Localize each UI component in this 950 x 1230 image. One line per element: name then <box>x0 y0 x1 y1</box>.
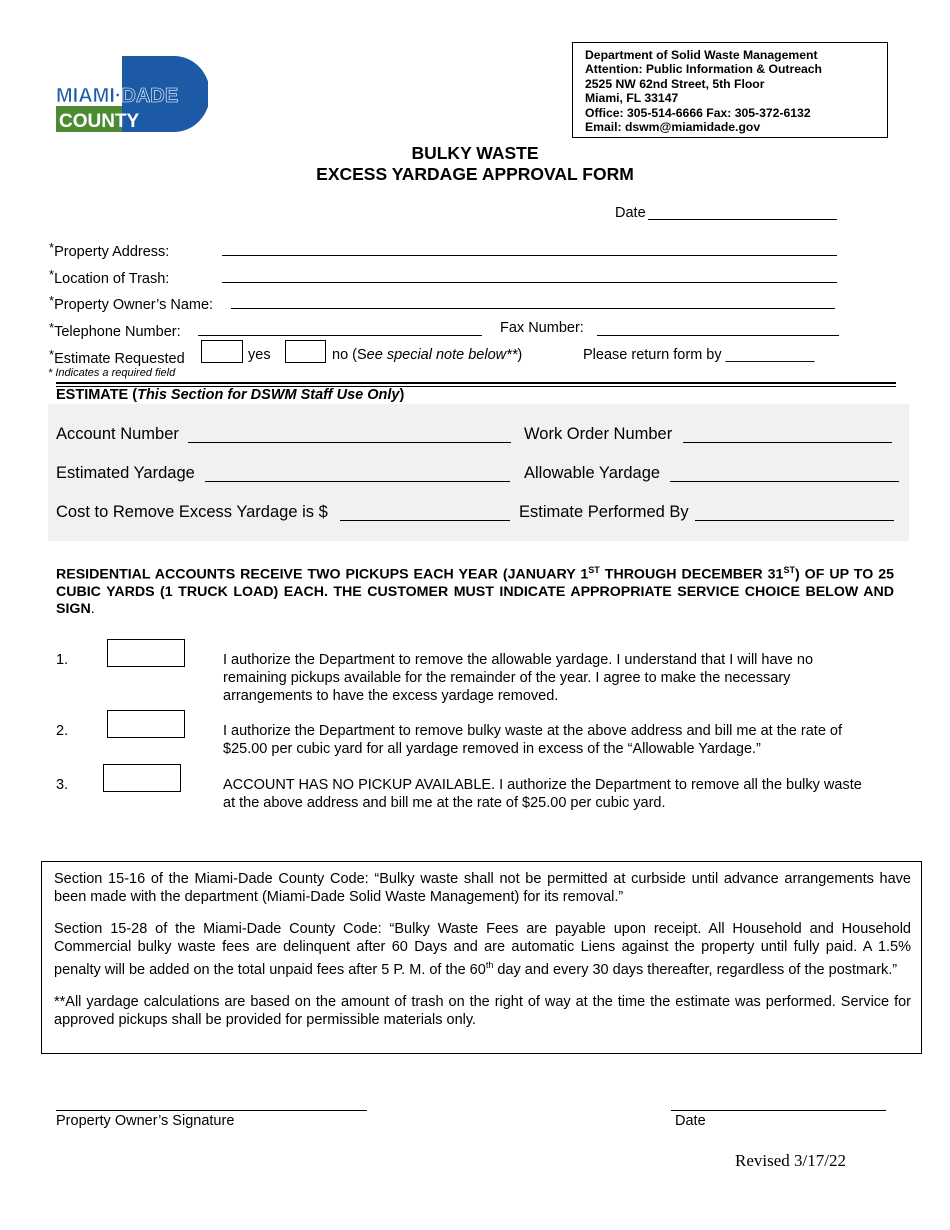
cost-excess-yardage-label: Cost to Remove Excess Yardage is $ <box>56 503 328 521</box>
residential-notice: RESIDENTIAL ACCOUNTS RECEIVE TWO PICKUPS EACH YEAR (JANUARY 1ST THROUGH DECEMBER 31ST) OF UP TO 25 CUBIC YARDS (1 TRUCK LOAD) EACH. THE CUSTOMER MUST INDICATE APPROPRIATE SERVICE CHOICE BELOW AND SIGN. <box>56 565 894 617</box>
estimated-yardage-label: Estimated Yardage <box>56 464 195 482</box>
county-code-box <box>41 861 922 1054</box>
dept-attention: Attention: Public Information & Outreach <box>585 62 822 77</box>
estimate-no-checkbox[interactable] <box>285 340 326 363</box>
option-2-number: 2. <box>56 723 69 739</box>
fax-field[interactable] <box>597 335 839 336</box>
property-address-label: *Property Address: <box>49 240 170 260</box>
option-2-checkbox[interactable] <box>107 710 185 738</box>
required-field-note: * Indicates a required field <box>48 367 176 379</box>
required-star: * <box>49 347 55 362</box>
form-title-line2: EXCESS YARDAGE APPROVAL FORM <box>316 164 634 184</box>
option-3-number: 3. <box>56 777 69 793</box>
account-number-label: Account Number <box>56 425 179 443</box>
fax-label: Fax Number: <box>500 320 584 336</box>
date-field[interactable] <box>648 219 837 220</box>
estimate-yes-checkbox[interactable] <box>201 340 243 363</box>
return-by-label: Please return form by ___________ <box>583 347 815 363</box>
option-1-number: 1. <box>56 652 69 668</box>
signature-date-label: Date <box>675 1113 706 1129</box>
required-star: * <box>49 267 55 282</box>
option-1-text: I authorize the Department to remove the allowable yardage. I understand that I will have no remaining pickups available for the remainder of the year. I agree to make the necessary arrangements to have the excess yardage removed. <box>223 652 814 704</box>
code-section-15-16: Section 15-16 of the Miami-Dade County Code: “Bulky waste shall not be permitted at curbside until advance arrangements have been made with the department (Miami-Dade Solid Waste Management) for its removal.” <box>54 871 911 905</box>
owner-signature-field[interactable] <box>56 1110 367 1111</box>
required-star: * <box>49 293 55 308</box>
work-order-number-field[interactable] <box>683 442 892 443</box>
telephone-field[interactable] <box>198 335 482 336</box>
location-of-trash-field[interactable] <box>222 282 837 283</box>
option-1-checkbox[interactable] <box>107 639 185 667</box>
location-of-trash-label: *Location of Trash: <box>49 267 170 287</box>
dept-name: Department of Solid Waste Management <box>585 48 818 62</box>
required-star: * <box>49 240 55 255</box>
dept-city: Miami, FL 33147 <box>585 91 679 106</box>
account-number-field[interactable] <box>188 442 511 443</box>
department-info-box <box>572 42 888 138</box>
dept-street: 2525 NW 62nd Street, 5th Floor <box>585 76 765 91</box>
estimate-requested-label: *Estimate Requested <box>49 347 185 367</box>
allowable-yardage-field[interactable] <box>670 481 899 482</box>
owner-signature-label: Property Owner’s Signature <box>56 1113 235 1129</box>
logo-text-county: COUNTY <box>59 111 140 132</box>
required-star: * <box>49 320 55 335</box>
form-title-line1: BULKY WASTE <box>411 143 539 163</box>
option-3-text: ACCOUNT HAS NO PICKUP AVAILABLE. I authorize the Department to remove all the bulky waste at the above address and bill me at the rate of $25.00 per cubic yard. <box>223 777 862 811</box>
estimated-yardage-field[interactable] <box>205 481 510 482</box>
estimate-yes-label: yes <box>248 347 271 363</box>
estimate-performed-by-field[interactable] <box>695 520 894 521</box>
logo-text-miami-dade: MIAMI·DADE <box>56 85 179 107</box>
estimate-no-label: no (See special note below**) <box>332 347 523 363</box>
signature-date-field[interactable] <box>671 1110 886 1111</box>
date-label: Date <box>615 205 646 221</box>
code-section-15-28: Section 15-28 of the Miami-Dade County Code: “Bulky Waste Fees are payable upon receipt. All Household and Household Commercial bulky waste fees are delinquent after 60 Days and are automatic Liens against the property until fully paid. A 1.5% penalty will be added on the total unpaid fees after 5 P. M. of the 60th day and every 30 days thereafter, regardless of the postmark.” <box>54 921 911 978</box>
property-address-field[interactable] <box>222 255 837 256</box>
estimate-section-heading: ESTIMATE (This Section for DSWM Staff Use Only) <box>56 387 405 403</box>
cost-excess-yardage-field[interactable] <box>340 520 510 521</box>
miami-dade-logo-graphic <box>56 54 208 134</box>
miami-dade-logo <box>56 54 208 134</box>
property-owner-name-field[interactable] <box>231 308 835 309</box>
work-order-number-label: Work Order Number <box>524 425 673 443</box>
option-3-checkbox[interactable] <box>103 764 181 792</box>
estimate-performed-by-label: Estimate Performed By <box>519 503 689 521</box>
dept-phone-fax: Office: 305-514-6666 Fax: 305-372-6132 <box>585 105 811 120</box>
telephone-label: *Telephone Number: <box>49 320 181 340</box>
revision-date: Revised 3/17/22 <box>735 1151 846 1170</box>
property-owner-name-label: *Property Owner’s Name: <box>49 293 214 313</box>
allowable-yardage-label: Allowable Yardage <box>524 464 661 482</box>
section-divider-thick <box>56 382 896 384</box>
option-2-text: I authorize the Department to remove bulky waste at the above address and bill me at the rate of $25.00 per cubic yard for all yardage removed in excess of the “Allowable Yardage.” <box>223 723 843 757</box>
yardage-calculation-note: **All yardage calculations are based on the amount of trash on the right of way at the time the estimate was performed. Service for approved pickups shall be provided for permissible materials only. <box>54 993 911 1028</box>
dept-email: Email: dswm@miamidade.gov <box>585 120 761 135</box>
